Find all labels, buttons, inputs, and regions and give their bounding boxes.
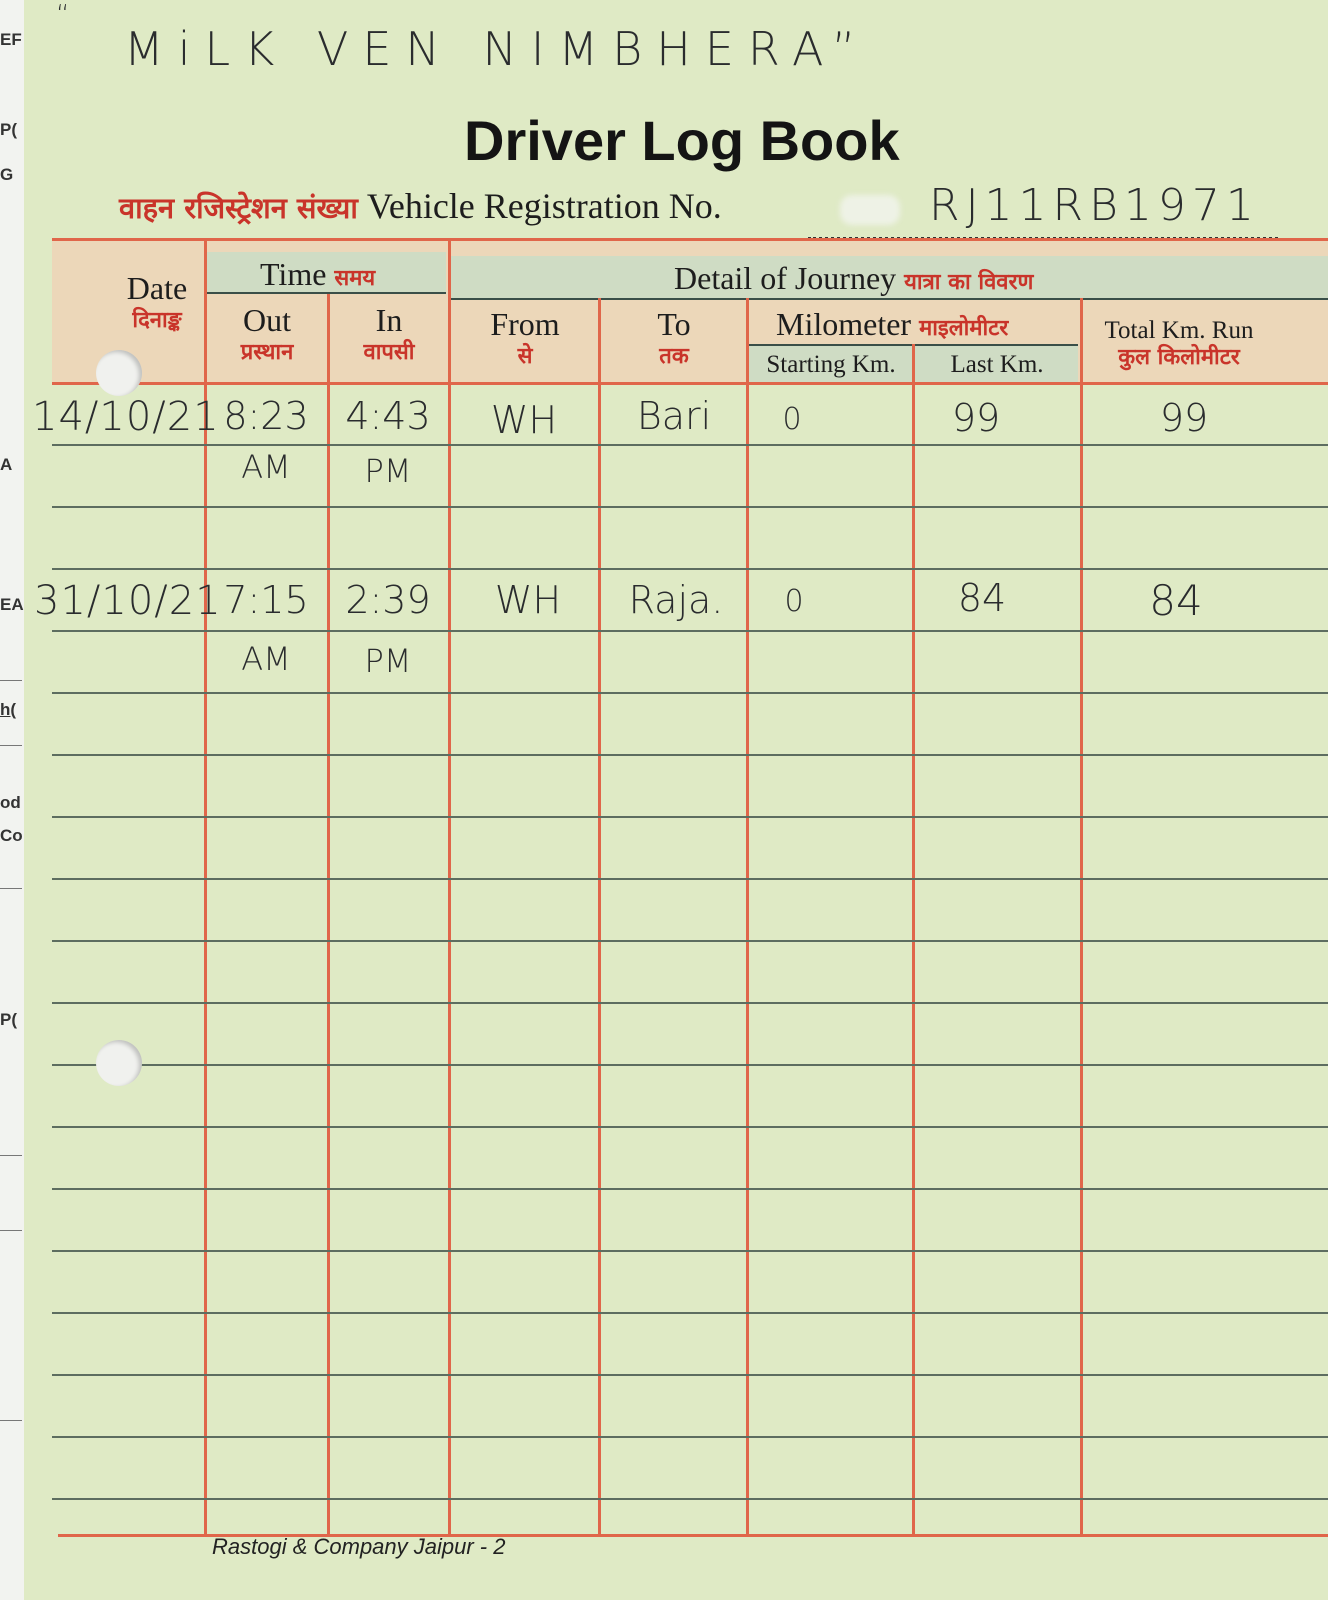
edge-rule: [0, 1155, 22, 1156]
table-row-line: [52, 1436, 1328, 1438]
page-title: Driver Log Book: [464, 109, 900, 172]
handwritten-quote-mark: “: [56, 0, 70, 30]
entry-2-from: WH: [494, 578, 562, 622]
entry-2-total-km: 84: [1149, 576, 1203, 625]
to-header-en: To: [657, 306, 691, 342]
entry-2-out-time: 7:15: [223, 578, 309, 622]
entry-2-to: Raja.: [628, 578, 724, 622]
edge-fragment: h(: [0, 700, 17, 719]
from-header: [452, 308, 598, 368]
date-header: [92, 272, 222, 332]
entry-2-start-km: 0: [784, 584, 804, 619]
entry-2-in-time: 2:39: [345, 578, 431, 622]
milometer-header-hi: माइलोमीटर: [919, 316, 1009, 341]
date-header-hi: दिनाङ्क: [132, 308, 182, 333]
total-km-header-hi: कुल किलोमीटर: [1118, 345, 1240, 370]
table-row-line: [52, 1498, 1328, 1500]
edge-fragment: A: [0, 455, 13, 474]
last-km-header-en: Last Km.: [950, 351, 1044, 378]
column-divider: [598, 298, 601, 1534]
last-km-header: [916, 352, 1078, 377]
total-km-header-en: Total Km. Run: [1104, 317, 1254, 344]
table-row-line: [52, 1312, 1328, 1314]
edge-fragment: od: [0, 793, 21, 812]
entry-1-in-time: 4:43: [345, 394, 431, 438]
date-header-en: Date: [126, 270, 188, 306]
vehicle-registration-label: [119, 185, 722, 227]
table-row-line: [52, 816, 1328, 818]
edge-rule: [0, 1420, 22, 1421]
edge-rule: [0, 1230, 22, 1231]
log-sheet: [24, 0, 1328, 1600]
from-header-hi: से: [517, 344, 533, 369]
milometer-header-en: Milometer: [776, 306, 912, 342]
table-row-line: [52, 1064, 1328, 1066]
whiteout-smudge: [840, 195, 900, 225]
column-divider: [746, 298, 749, 1534]
table-row-line: [52, 754, 1328, 756]
edge-rule: [0, 680, 22, 681]
vehicle-registration-label-english: Vehicle Registration No.: [366, 186, 722, 226]
time-header: [260, 256, 375, 293]
entry-1-start-km: 0: [782, 402, 802, 437]
edge-fragment: G: [0, 165, 14, 184]
in-header: [330, 304, 448, 364]
table-row-line: [52, 940, 1328, 942]
table-row-line: [52, 1002, 1328, 1004]
punch-hole: [96, 1040, 142, 1086]
edge-fragment: EA: [0, 595, 24, 614]
entry-1-in-ampm: PM: [364, 452, 412, 490]
entry-2-out-ampm: AM: [241, 640, 291, 678]
milometer-header: [776, 306, 1008, 343]
handwritten-note: MiLK VEN NIMBHERA”: [124, 22, 870, 76]
out-header: [208, 304, 326, 364]
entry-2-in-ampm: PM: [364, 642, 412, 680]
vehicle-registration-label-hindi: वाहन रजिस्ट्रेशन संख्या: [119, 191, 358, 225]
from-header-en: From: [490, 306, 560, 342]
table-row-line: [52, 878, 1328, 880]
punch-hole: [96, 350, 142, 396]
table-row-line: [52, 1188, 1328, 1190]
vehicle-registration-value: RJ11RB1971: [929, 180, 1260, 231]
time-header-hi: समय: [334, 266, 376, 291]
edge-rule: [0, 745, 22, 746]
entry-2-last-km: 84: [957, 576, 1007, 620]
entry-1-date: 14/10/21: [32, 394, 220, 440]
table-row-line: [52, 1250, 1328, 1252]
edge-fragment: EF: [0, 30, 22, 49]
time-header-en: Time: [260, 256, 327, 292]
table-row-line: [52, 1126, 1328, 1128]
entry-2-date: 31/10/21: [34, 578, 222, 624]
in-header-hi: वापसी: [363, 340, 415, 365]
header-bottom-rule: [52, 382, 1328, 385]
out-header-en: Out: [243, 302, 291, 338]
table-row-line: [52, 568, 1328, 570]
edge-fragment: P(: [0, 1010, 17, 1029]
edge-fragment: P(: [0, 120, 17, 139]
printer-footer: Rastogi & Company Jaipur - 2: [212, 1534, 506, 1559]
journey-header-hi: यात्रा का विवरण: [904, 270, 1034, 295]
in-header-en: In: [375, 302, 403, 338]
column-divider: [912, 344, 915, 1534]
starting-km-header: [750, 352, 912, 377]
journey-header: [674, 260, 1033, 297]
table-top-rule: [52, 238, 1328, 241]
table-row-line: [52, 692, 1328, 694]
edge-rule: [0, 888, 22, 889]
journey-divider: [450, 298, 1328, 300]
entry-1-last-km: 99: [951, 396, 1001, 440]
column-divider: [1080, 298, 1083, 1534]
journey-header-en: Detail of Journey: [674, 260, 897, 296]
table-row-line: [52, 1374, 1328, 1376]
out-header-hi: प्रस्थान: [240, 340, 294, 365]
entry-1-total-km: 99: [1159, 396, 1209, 440]
edge-fragment: Co: [0, 826, 23, 845]
table-row-line: [52, 444, 1328, 446]
entry-1-to: Bari: [636, 394, 712, 438]
table-row-line: [52, 506, 1328, 508]
entry-1-out-ampm: AM: [241, 448, 291, 486]
entry-1-from: WH: [490, 398, 558, 442]
starting-km-header-en: Starting Km.: [766, 351, 896, 378]
total-km-header: [1084, 318, 1274, 369]
to-header: [602, 308, 746, 368]
table-row-line: [52, 630, 1328, 632]
entry-1-out-time: 8:23: [223, 394, 309, 438]
to-header-hi: तक: [659, 344, 689, 369]
